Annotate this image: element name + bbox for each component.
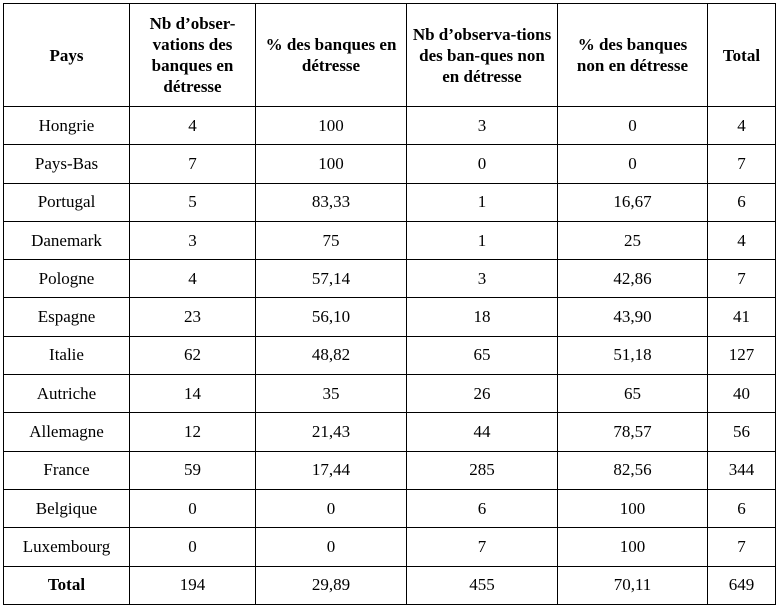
non-distressed-count-cell: 44 [407,413,558,451]
table-body [4,107,776,567]
table-row [4,336,776,374]
country-cell: Danemark [4,221,130,259]
distressed-count-cell: 0 [130,489,256,527]
country-cell: Hongrie [4,107,130,145]
table-row [4,221,776,259]
total-cell: 7 [708,528,776,566]
distressed-count-cell: 23 [130,298,256,336]
non-distressed-percent-cell: 42,86 [558,260,708,298]
non-distressed-percent-cell: 16,67 [558,183,708,221]
non-distressed-count-cell: 0 [407,145,558,183]
total-cell: 4 [708,221,776,259]
distressed-count-cell: 14 [130,375,256,413]
table-row [4,413,776,451]
non-distressed-count-cell: 3 [407,107,558,145]
country-cell: Portugal [4,183,130,221]
distressed-percent-cell: 0 [256,528,407,566]
total-non-distressed-percent: 70,11 [558,566,708,604]
table-row [4,451,776,489]
total-cell: 344 [708,451,776,489]
non-distressed-percent-cell: 0 [558,107,708,145]
country-cell: Luxembourg [4,528,130,566]
non-distressed-percent-cell: 82,56 [558,451,708,489]
table-row [4,107,776,145]
total-distressed-count: 194 [130,566,256,604]
header-non-distressed-count: Nb d’observa-tions des ban-ques non en détresse [407,4,558,107]
non-distressed-percent-cell: 65 [558,375,708,413]
non-distressed-count-cell: 7 [407,528,558,566]
distressed-count-cell: 62 [130,336,256,374]
distressed-percent-cell: 17,44 [256,451,407,489]
header-total: Total [708,4,776,107]
total-cell: 127 [708,336,776,374]
total-label: Total [4,566,130,604]
total-distressed-percent: 29,89 [256,566,407,604]
total-cell: 7 [708,145,776,183]
distressed-percent-cell: 57,14 [256,260,407,298]
non-distressed-percent-cell: 100 [558,489,708,527]
distressed-count-cell: 4 [130,260,256,298]
non-distressed-percent-cell: 25 [558,221,708,259]
total-cell: 41 [708,298,776,336]
table-footer [4,566,776,604]
country-cell: Autriche [4,375,130,413]
non-distressed-percent-cell: 43,90 [558,298,708,336]
non-distressed-count-cell: 18 [407,298,558,336]
country-cell: Espagne [4,298,130,336]
total-cell: 6 [708,183,776,221]
header-country: Pays [4,4,130,107]
total-non-distressed-count: 455 [407,566,558,604]
non-distressed-percent-cell: 78,57 [558,413,708,451]
table-row [4,298,776,336]
header-row [4,4,776,107]
total-cell: 7 [708,260,776,298]
total-cell: 4 [708,107,776,145]
distressed-count-cell: 12 [130,413,256,451]
distressed-percent-cell: 35 [256,375,407,413]
total-cell: 6 [708,489,776,527]
distressed-percent-cell: 75 [256,221,407,259]
total-cell: 40 [708,375,776,413]
total-cell: 56 [708,413,776,451]
total-row [4,566,776,604]
non-distressed-count-cell: 3 [407,260,558,298]
table-row [4,183,776,221]
non-distressed-count-cell: 285 [407,451,558,489]
bank-distress-table [3,3,776,605]
non-distressed-count-cell: 65 [407,336,558,374]
table-row [4,145,776,183]
header-non-distressed-percent: % des banques non en détresse [558,4,708,107]
non-distressed-count-cell: 26 [407,375,558,413]
table-header [4,4,776,107]
distressed-percent-cell: 56,10 [256,298,407,336]
distressed-percent-cell: 48,82 [256,336,407,374]
non-distressed-count-cell: 1 [407,221,558,259]
table-row [4,528,776,566]
distressed-percent-cell: 0 [256,489,407,527]
country-cell: Italie [4,336,130,374]
country-cell: France [4,451,130,489]
table-row [4,260,776,298]
non-distressed-percent-cell: 51,18 [558,336,708,374]
country-cell: Allemagne [4,413,130,451]
country-cell: Pays-Bas [4,145,130,183]
distressed-count-cell: 5 [130,183,256,221]
non-distressed-percent-cell: 0 [558,145,708,183]
distressed-percent-cell: 100 [256,145,407,183]
non-distressed-percent-cell: 100 [558,528,708,566]
table-row [4,375,776,413]
table-row [4,489,776,527]
distressed-percent-cell: 83,33 [256,183,407,221]
distressed-count-cell: 59 [130,451,256,489]
distressed-count-cell: 0 [130,528,256,566]
country-cell: Pologne [4,260,130,298]
distressed-percent-cell: 21,43 [256,413,407,451]
distressed-percent-cell: 100 [256,107,407,145]
total-total: 649 [708,566,776,604]
non-distressed-count-cell: 6 [407,489,558,527]
header-distressed-count: Nb d’obser-vations des banques en détresse [130,4,256,107]
country-cell: Belgique [4,489,130,527]
distressed-count-cell: 7 [130,145,256,183]
header-distressed-percent: % des banques en détresse [256,4,407,107]
distressed-count-cell: 3 [130,221,256,259]
non-distressed-count-cell: 1 [407,183,558,221]
distressed-count-cell: 4 [130,107,256,145]
